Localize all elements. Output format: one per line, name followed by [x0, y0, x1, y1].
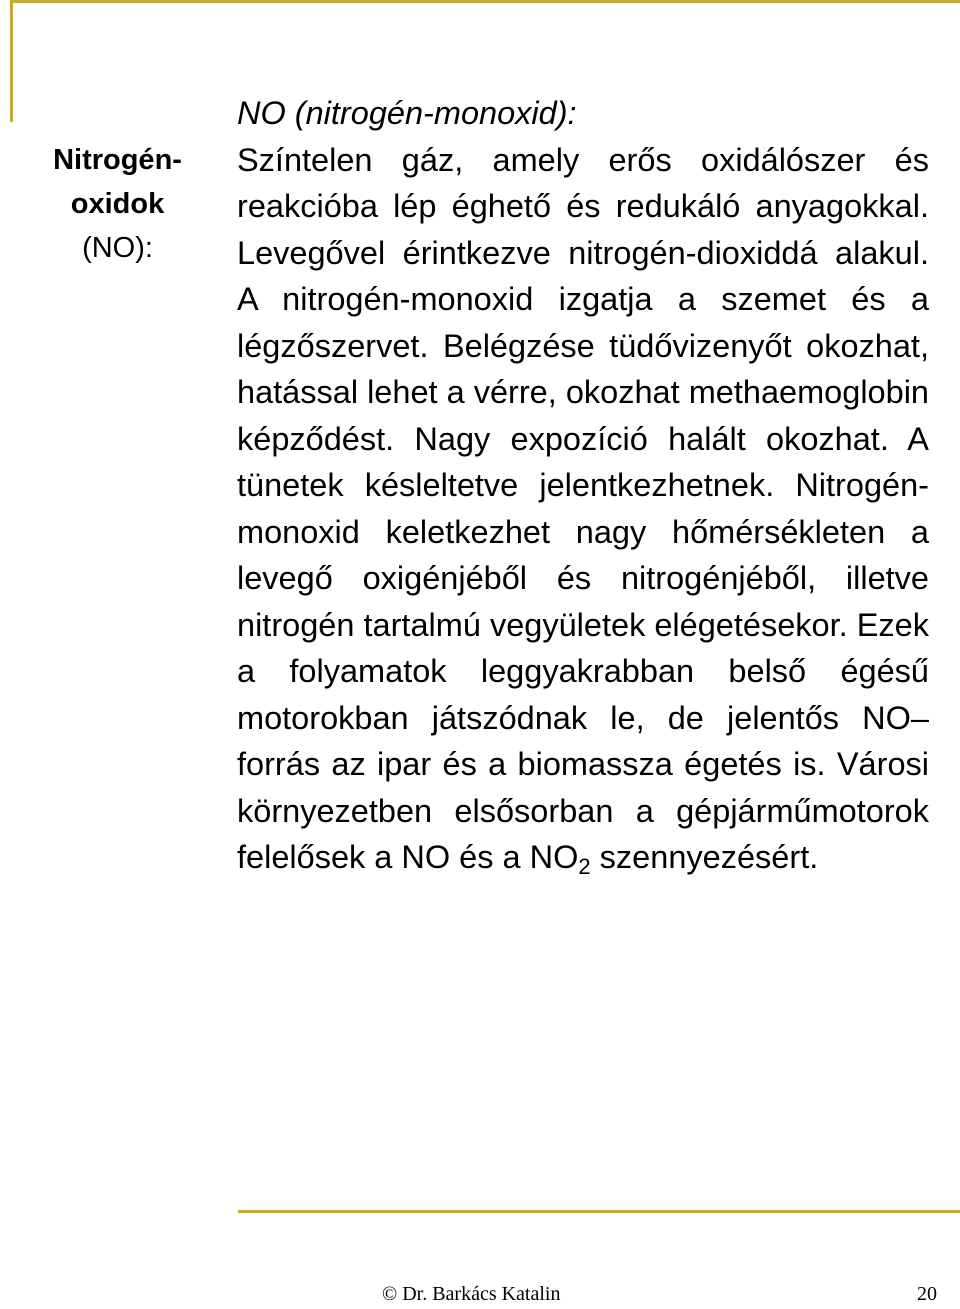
footer-page-number: 20: [917, 1283, 937, 1305]
subscript-two: 2: [578, 854, 591, 879]
body-text-part2: szennyezésért.: [590, 839, 819, 875]
side-title-line3: (NO):: [82, 232, 153, 264]
main-content: [237, 90, 929, 881]
top-decorative-rule: [10, 0, 960, 3]
side-title-line2: oxidok: [70, 188, 165, 220]
side-title: [20, 138, 215, 270]
side-title-line1: Nitrogén-: [53, 144, 182, 176]
left-decorative-rule: [10, 0, 13, 122]
body-text-part1: Színtelen gáz, amely erős oxidálószer és reakcióba lép éghető és redukáló anyagokkal. Levegővel érintkezve nitrogén-dioxiddá alakul. A nitrogén-monoxid izgatja a szemet és a légzőszervet. Belégzése tüdővizenyőt okozhat, hatással lehet a vérre, okozhat methaemoglobin képződést. Nagy expozíció halált okozhat. A tünetek késleltetve jelentkezhetnek. Nitrogén-monoxid keletkezhet nagy hőmérsékleten a levegő oxigénjéből és nitrogénjéből, illetve nitrogén tartalmú vegyületek elégetésekor. Ezek a folyamatok leggyakrabban belső égésű motorokban játszódnak le, de jelentős NO–forrás az ipar és a biomassza égetés is. Városi környezetben elsősorban a gépjárműmotorok felelősek a NO és a NO: [237, 141, 929, 875]
footer-author: © Dr. Barkács Katalin: [382, 1283, 561, 1305]
bottom-decorative-rule: [238, 1210, 960, 1213]
section-heading: NO (nitrogén-monoxid):: [237, 95, 577, 131]
body-paragraph: [237, 137, 929, 881]
